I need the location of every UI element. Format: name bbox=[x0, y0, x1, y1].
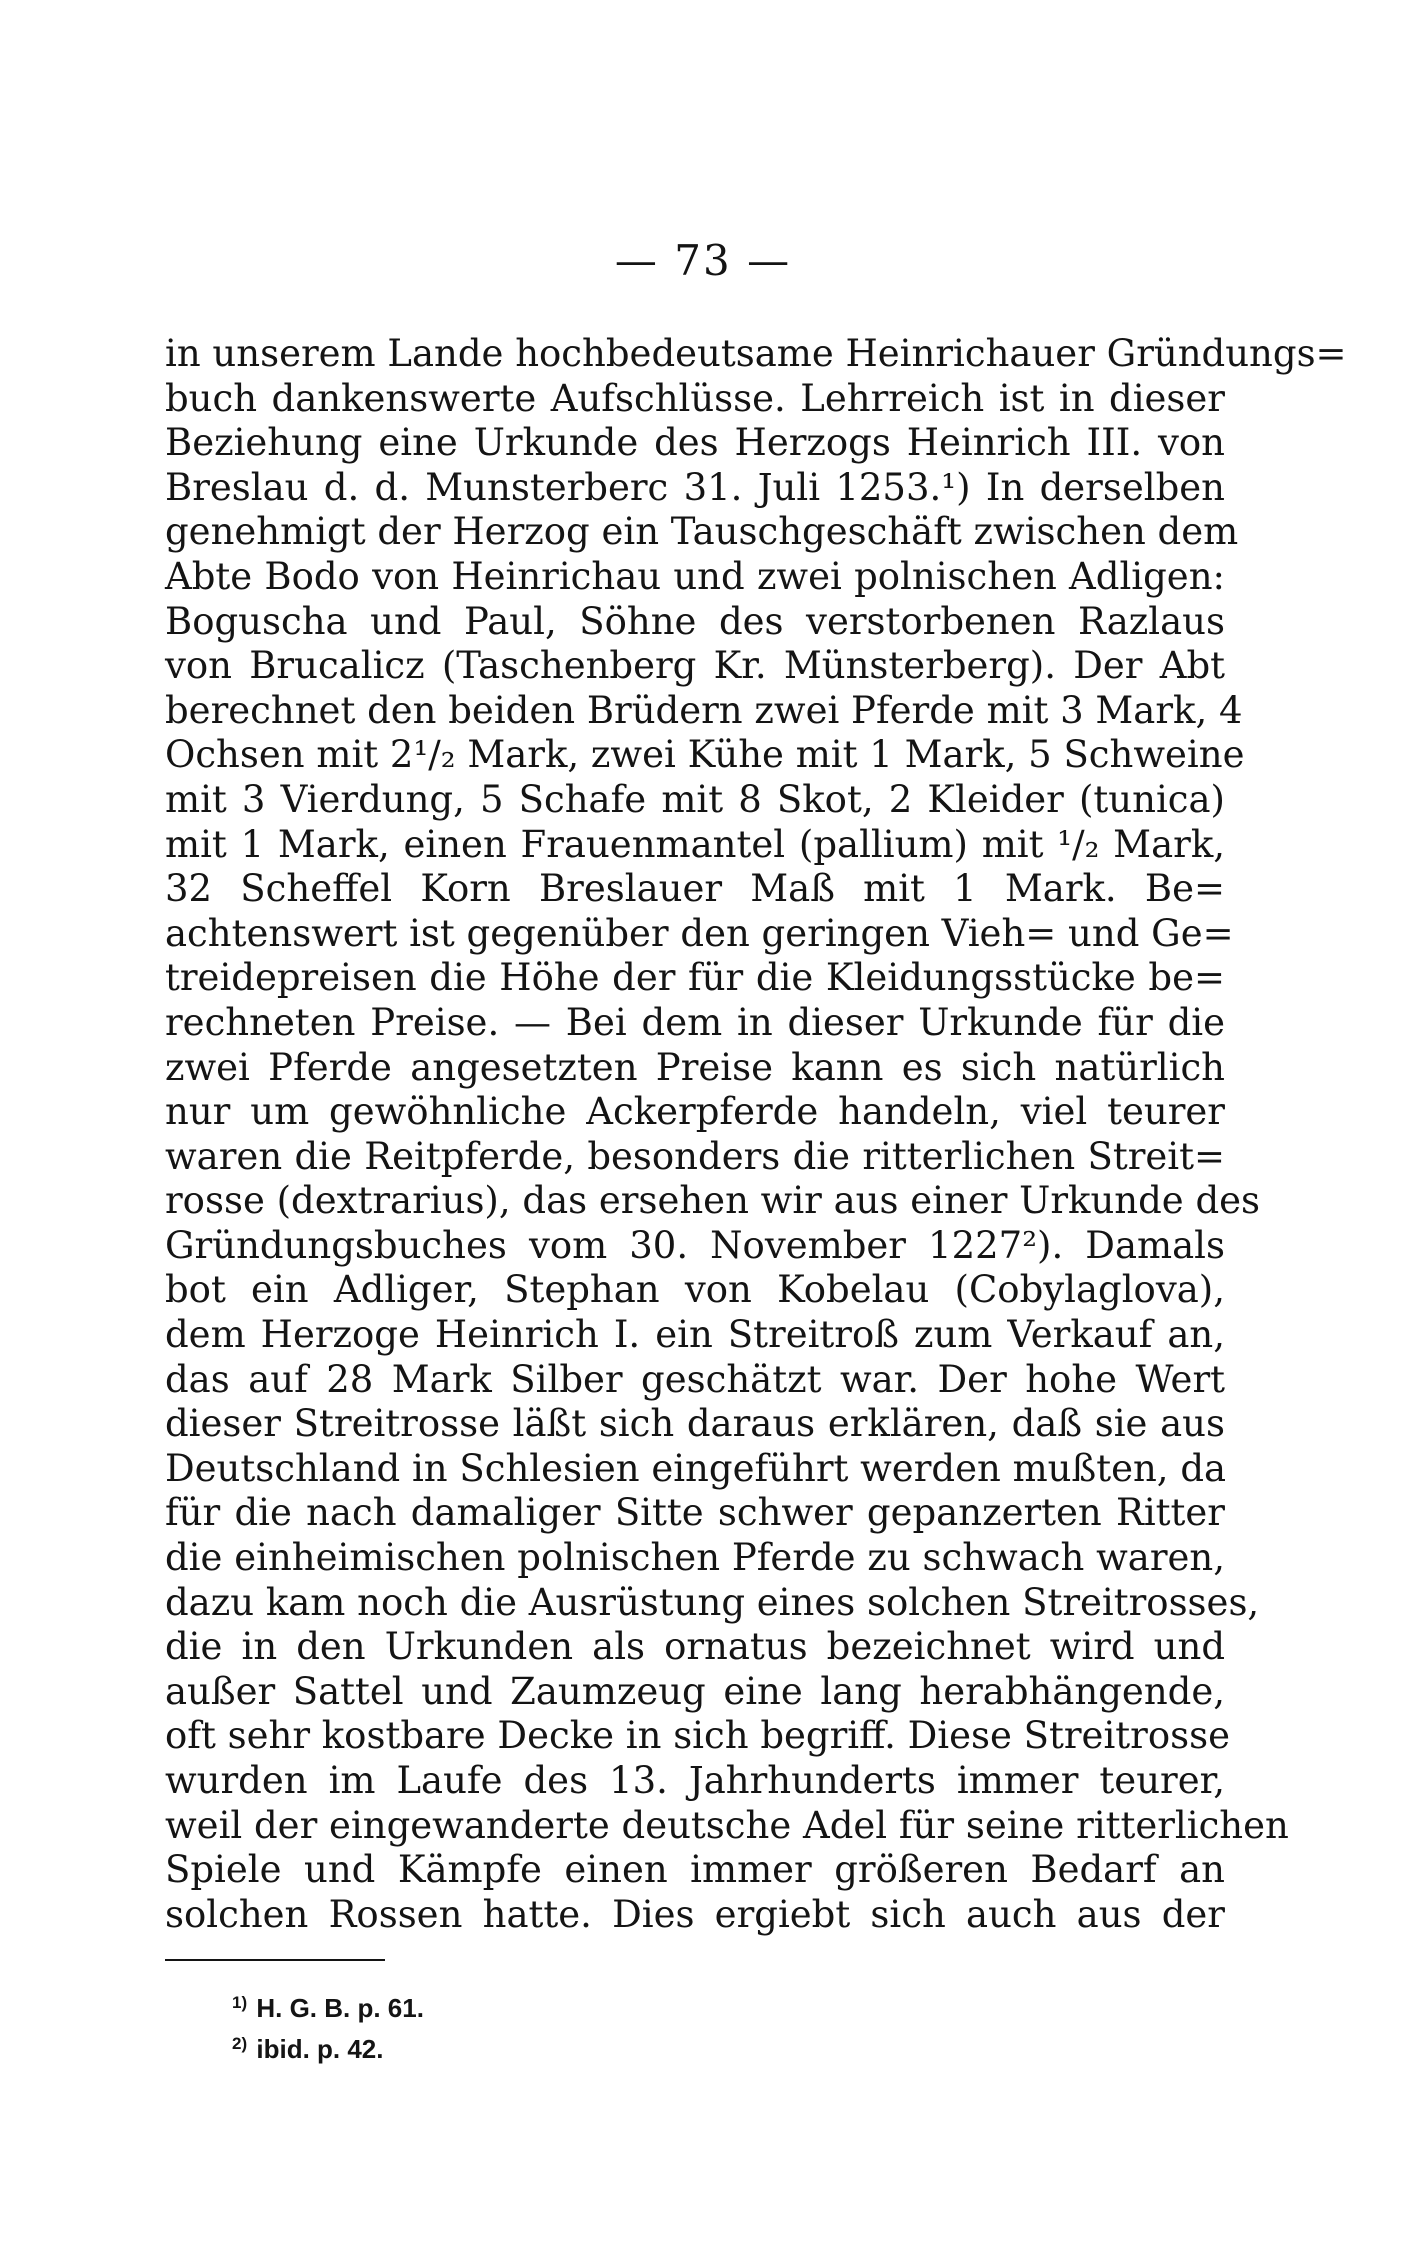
text-line: Breslau d. d. Munsterberc 31. Juli 1253.¹) In derselben bbox=[165, 465, 1225, 509]
footnote bbox=[232, 2026, 424, 2067]
text-line: mit 3 Vierdung, 5 Schafe mit 8 Skot, 2 Kleider (tunica) bbox=[165, 777, 1225, 821]
text-line: in unserem Lande hochbedeutsame Heinrichauer Gründungs= bbox=[165, 332, 1347, 375]
text-line: genehmigt der Herzog ein Tauschgeschäft zwischen dem bbox=[165, 510, 1239, 554]
text-line: von Brucalicz (Taschenberg Kr. Münsterberg). Der Abt bbox=[165, 644, 1225, 688]
text-line: dieser Streitrosse läßt sich daraus erklären, daß sie aus bbox=[165, 1402, 1225, 1446]
text-line: wurden im Laufe des 13. Jahrhunderts immer teurer, bbox=[165, 1759, 1225, 1802]
text-line: für die nach damaliger Sitte schwer gepanzerten Ritter bbox=[165, 1491, 1225, 1535]
text-line: dem Herzoge Heinrich I. ein Streitroß zum Verkauf an, bbox=[165, 1313, 1225, 1357]
text-line: Abte Bodo von Heinrichau und zwei polnischen Adligen: bbox=[165, 554, 1225, 598]
text-line: das auf 28 Mark Silber geschätzt war. Der hohe Wert bbox=[165, 1357, 1225, 1401]
text-line: bot ein Adliger, Stephan von Kobelau (Cobylaglova), bbox=[165, 1268, 1225, 1312]
footnote-divider bbox=[165, 1959, 385, 1961]
text-line: die einheimischen polnischen Pferde zu schwach waren, bbox=[165, 1536, 1225, 1580]
footnote-text: ibid. p. 42. bbox=[256, 2034, 384, 2064]
text-line: berechnet den beiden Brüdern zwei Pferde mit 3 Mark, 4 bbox=[165, 688, 1243, 732]
text-line: treidepreisen die Höhe der für die Kleidungsstücke be= bbox=[165, 956, 1225, 1000]
footnotes bbox=[232, 1985, 424, 2067]
text-line: weil der eingewanderte deutsche Adel für seine ritterlichen bbox=[165, 1803, 1289, 1847]
text-line: Beziehung eine Urkunde des Herzogs Heinrich III. von bbox=[165, 421, 1225, 465]
text-line: 32 Scheffel Korn Breslauer Maß mit 1 Mark. Be= bbox=[165, 867, 1225, 911]
text-line: mit 1 Mark, einen Frauenmantel (pallium) mit ¹/₂ Mark, bbox=[165, 822, 1225, 866]
text-line: zwei Pferde angesetzten Preise kann es sich natürlich bbox=[165, 1045, 1225, 1089]
body-text bbox=[165, 332, 1347, 1937]
text-line: außer Sattel und Zaumzeug eine lang herabhängende, bbox=[165, 1669, 1225, 1713]
footnote-text: H. G. B. p. 61. bbox=[256, 1993, 424, 2023]
text-line: Deutschland in Schlesien eingeführt werden mußten, da bbox=[165, 1446, 1227, 1490]
text-line: achtenswert ist gegenüber den geringen Vieh= und Ge= bbox=[165, 911, 1234, 955]
footnote-marker: 1) bbox=[232, 1993, 248, 2012]
footnote-marker: 2) bbox=[232, 2034, 248, 2053]
text-line: waren die Reitpferde, besonders die ritterlichen Streit= bbox=[165, 1134, 1225, 1178]
text-line: Spiele und Kämpfe einen immer größeren Bedarf an bbox=[165, 1848, 1225, 1892]
text-line: Ochsen mit 2¹/₂ Mark, zwei Kühe mit 1 Mark, 5 Schweine bbox=[165, 733, 1245, 777]
text-line: nur um gewöhnliche Ackerpferde handeln, viel teurer bbox=[165, 1090, 1225, 1134]
text-line: solchen Rossen hatte. Dies ergiebt sich auch aus der bbox=[165, 1892, 1225, 1936]
text-line: rosse (dextrarius), das ersehen wir aus einer Urkunde des bbox=[165, 1179, 1261, 1223]
text-line: dazu kam noch die Ausrüstung eines solchen Streitrosses, bbox=[165, 1580, 1260, 1624]
text-line: Gründungsbuches vom 30. November 1227²). Damals bbox=[165, 1223, 1225, 1267]
page-number: — 73 — bbox=[614, 236, 792, 285]
text-line: die in den Urkunden als ornatus bezeichnet wird und bbox=[165, 1625, 1225, 1669]
footnote bbox=[232, 1985, 424, 2026]
text-line: Boguscha und Paul, Söhne des verstorbenen Razlaus bbox=[165, 599, 1225, 643]
text-line: oft sehr kostbare Decke in sich begriff. Diese Streitrosse bbox=[165, 1714, 1230, 1758]
text-line: buch dankenswerte Aufschlüsse. Lehrreich ist in dieser bbox=[165, 376, 1225, 420]
text-line: rechneten Preise. — Bei dem in dieser Urkunde für die bbox=[165, 1000, 1225, 1044]
